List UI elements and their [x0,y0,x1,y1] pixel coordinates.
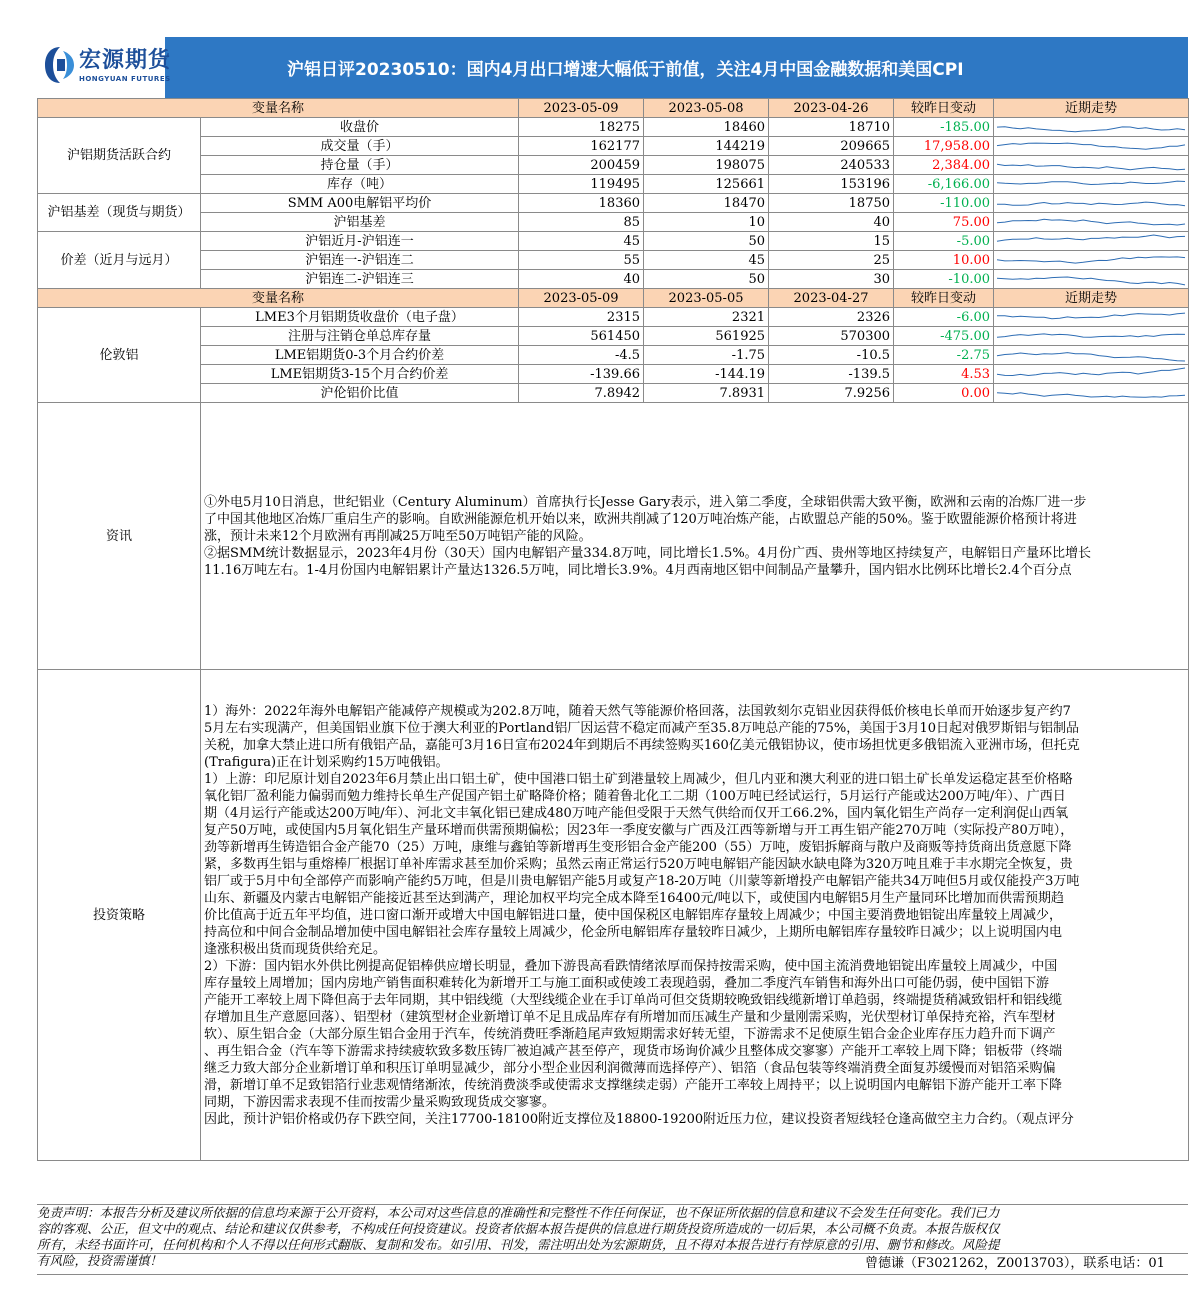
header-cell: 近期走势 [994,99,1189,118]
header-cell: 近期走势 [994,289,1189,308]
header-cell: 较昨日变动 [894,99,994,118]
value-cell: 10 [644,213,769,232]
row-label: 沪铝连一-沪铝连二 [201,251,519,270]
strategy-line: 因此，预计沪铝价格或仍存下跌空间，关注17700-18100附近支撑位及18800-19200附近压力位，建议投资者短线轻仓逢高做空主力合约。（观点评分 [204,1111,1074,1127]
value-cell: 240533 [769,156,894,175]
value-cell: 85 [519,213,644,232]
value-cell: 561450 [519,327,644,346]
value-cell: 25 [769,251,894,270]
news-line: ①外电5月10日消息，世纪铝业（Century Aluminum）首席执行长Jesse Gary表示，进入第二季度，全球铝供需大致平衡，欧洲和云南的冶炼厂进一步 [204,494,1087,510]
row-label: 收盘价 [201,118,519,137]
data-table [37,98,1189,1161]
company-logo [37,37,172,98]
strategy-line: 氧化铝厂盈利能力偏弱而勉力维持长单生产促国产铝土矿略降价格；随着鲁北化工二期（100万吨已经试运行，5月运行产能或达200万吨/年）、广西日 [204,788,1066,804]
value-cell: 18470 [644,194,769,213]
value-cell: 144219 [644,137,769,156]
header-cell: 2023-05-09 [519,289,644,308]
value-cell: 18750 [769,194,894,213]
sparkline-path [997,235,1185,241]
row-label: 沪铝连二-沪铝连三 [201,270,519,289]
header-cell: 较昨日变动 [894,289,994,308]
sparkline-path [997,313,1185,319]
disclaimer-line: 所有，未经书面许可，任何机构和个人不得以任何形式翻版、复制和发布。如引用、刊发，需注明出处为宏源期货，且不得对本报告进行有悖原意的引用、删节和修改。风险提 [37,1237,1000,1252]
strategy-line: 滑，新增订单不足致铝箔行业悲观情绪渐浓，传统消费淡季或使需求支撑继续走弱）产能开工率较上周持平；以上说明国内电解铝下游产能开工率下降 [204,1077,1063,1093]
sparkline-cell [994,232,1189,251]
header-cell: 2023-04-27 [769,289,894,308]
row-label: LME铝期货3-15个月合约价差 [201,365,519,384]
sparkline [997,251,1185,269]
value-cell: 125661 [644,175,769,194]
change-cell: -6,166.00 [894,175,994,194]
change-cell: -110.00 [894,194,994,213]
row-label: 沪伦铝价比值 [201,384,519,403]
value-cell: -1.75 [644,346,769,365]
disclaimer-line: 免责声明：本报告分析及建议所依据的信息均来源于公开资料，本公司对这些信息的准确性和完整性不作任何保证，也不保证所依据的信息和建议不会发生任何变化。我们已力 [37,1205,1000,1220]
footer [37,1253,1188,1275]
strategy-line: 价比值高于近五年平均值，进口窗口渐开或增大中国电解铝进口量，使中国保税区电解铝库存量较上周减少；中国主要消费地铝锭出库量较上周减少， [204,907,1063,923]
row-label: 库存（吨） [201,175,519,194]
sparkline-cell [994,175,1189,194]
change-cell: -6.00 [894,308,994,327]
table-row [38,270,1189,289]
sparkline-path [997,393,1185,398]
sparkline [997,308,1185,326]
group-label: 价差（近月与远月） [38,232,201,289]
sparkline-cell [994,156,1189,175]
row-label: LME铝期货0-3个月合约价差 [201,346,519,365]
value-cell: 119495 [519,175,644,194]
news-line: ②据SMM统计数据显示，2023年4月份（30天）国内电解铝产量334.8万吨，同比增长1.5%。4月份广西、贵州等地区持续复产，电解铝日产量环比增长 [204,545,1091,561]
sparkline-path [997,202,1185,206]
strategy-line: 产能开工率较上周下降但高于去年同期，其中铝线缆（大型线缆企业在手订单尚可但交货期较晚致铝线缆新增订单趋弱，终端提货稍减致铝杆和铝线缆 [204,992,1063,1008]
sparkline-path [997,127,1185,132]
sparkline-path [997,353,1185,361]
header-cell: 2023-05-09 [519,99,644,118]
value-cell: 18710 [769,118,894,137]
report-title: 沪铝日评20230510：国内4月出口增速大幅低于前值，关注4月中国金融数据和美国CPI [287,60,964,80]
row-label: SMM A00电解铝平均价 [201,194,519,213]
change-cell: -10.00 [894,270,994,289]
table-row [38,137,1189,156]
value-cell: -139.66 [519,365,644,384]
strategy-line: 1）上游：印尼原计划自2023年6月禁止出口铝土矿，使中国港口铝土矿到港量较上周减少，但几内亚和澳大利亚的进口铝土矿长单发运稳定甚至价格略 [204,771,1073,787]
sparkline [997,213,1185,231]
strategy-line: 软）、原生铝合金（大部分原生铝合金用于汽车，传统消费旺季渐趋尾声致短期需求好转无望，下游需求不足使原生铝合金企业库存压力趋升而下调产 [204,1026,1056,1042]
table-row [38,384,1189,403]
logo-text-cn: 宏源期货 [79,48,172,73]
change-cell: 4.53 [894,365,994,384]
value-cell: 40 [769,213,894,232]
change-cell: -475.00 [894,327,994,346]
strategy-line: 紧，多数再生铝与重熔棒厂根据订单补库需求甚至加价采购；虽然云南正常运行520万吨电解铝产能因缺水缺电降为320万吨且难于丰水期完全恢复，贵 [204,856,1073,872]
row-label: 沪铝近月-沪铝连一 [201,232,519,251]
strategy-line: 持高位和中间合金制品增加使中国电解铝社会库存量较上周减少，伦金所电解铝库存量较昨日减少，上期所电解铝库存量较昨日减少；以上说明国内电 [204,924,1063,940]
row-label: 沪铝基差 [201,213,519,232]
table-row [38,327,1189,346]
strategy-line: 复产50万吨，或使国内5月氧化铝生产量环增而供需预期偏松；因23年一季度安徽与广西及江西等新增与开工再生铝产能270万吨（实际投产80万吨）， [204,822,1074,838]
table-header-row [38,99,1189,118]
strategy-line: 存增加且生产意愿回落）、铝型材（建筑型材企业新增订单不足且成品库存有所增加而压减生产量和少量刚需采购，光伏型材订单保持充裕，汽车型材 [204,1009,1056,1025]
sparkline-cell [994,137,1189,156]
sparkline-path [997,257,1185,263]
change-cell: 10.00 [894,251,994,270]
sparkline-path [997,181,1185,184]
sparkline [997,232,1185,250]
group-label: 伦敦铝 [38,308,201,403]
value-cell: 153196 [769,175,894,194]
value-cell: 18275 [519,118,644,137]
change-cell: -185.00 [894,118,994,137]
value-cell: 45 [519,232,644,251]
strategy-line: 铝厂或于5月中旬全部停产而影响产能约5万吨，但是川贵电解铝产能5月或复产18-20万吨（川蒙等新增投产电解铝产能共34万吨但5月或仅能投产3万吨 [204,873,1080,889]
logo-text-en: HONGYUAN FUTURES [79,75,171,83]
sparkline-path [997,164,1185,170]
value-cell: 200459 [519,156,644,175]
sparkline-cell [994,365,1189,384]
sparkline [997,270,1185,288]
sparkline-cell [994,270,1189,289]
change-cell: 0.00 [894,384,994,403]
strategy-line: 同期，下游因需求表现不佳而按需少量采购致现货成交寥寥。 [204,1094,556,1110]
strategy-line: 关税，加拿大禁止进口所有俄铝产品，嘉能可3月16日宣布2024年到期后不再续签购买160亿美元俄铝协议，使市场担忧更多俄铝流入亚洲市场，但托克 [204,737,1080,753]
sparkline-path [997,277,1185,285]
value-cell: 55 [519,251,644,270]
value-cell: 570300 [769,327,894,346]
header-cell: 2023-04-26 [769,99,894,118]
table-header-row [38,289,1189,308]
table-row [38,365,1189,384]
row-label: 成交量（手） [201,137,519,156]
strategy-line: 库存量较上周增加；国内房地产销售面积难转化为新增开工与施工面积或使竣工表现趋弱，叠加二季度汽车销售和海外出口可能仍弱，使中国铝下游 [204,975,1050,991]
strategy-line: 期（4月运行产能或达200万吨/年）、河北文丰氧化铝已建成480万吨产能但受限于天然气供给而仅开工66.2%，国内氧化铝生产尚存一定利润促山西氧 [204,805,1069,821]
value-cell: 30 [769,270,894,289]
value-cell: 2315 [519,308,644,327]
logo-icon [43,45,77,85]
strategy-row [38,670,1189,1161]
value-cell: 2321 [644,308,769,327]
news-label: 资讯 [38,403,201,670]
strategy-line: 山东、新疆及内蒙古电解铝产能接近甚至达到满产，理论加权平均完全成本降至16400元/吨以下，或使国内电解铝5月生产量同环比增加而供需预期趋 [204,890,1065,906]
author-contact: 曾德谦（F3021262，Z0013703），联系电话：01 [865,1256,1165,1271]
value-cell: -144.19 [644,365,769,384]
change-cell: -5.00 [894,232,994,251]
strategy-line: (Trafigura)正在计划采购约15万吨俄铝。 [204,754,449,770]
header-cell: 变量名称 [38,99,519,118]
value-cell: 50 [644,232,769,251]
value-cell: 209665 [769,137,894,156]
table-row [38,251,1189,270]
value-cell: 18460 [644,118,769,137]
news-line: 了中国其他地区冶炼厂重启生产的影响。自欧洲能源危机开始以来，欧洲共削减了120万吨冶炼产能，占欧盟总产能的50%。鉴于欧盟能源价格预计将进 [204,511,1077,527]
strategy-text [201,670,1189,1161]
strategy-line: 、再生铝合金（汽车等下游需求持续疲软致多数压铸厂被迫减产甚至停产，现货市场询价减少且整体成交寥寥）产能开工率较上周下降；铝板带（终端 [204,1043,1063,1059]
report-header [37,37,1188,98]
sparkline-cell [994,308,1189,327]
sparkline [997,156,1185,174]
value-cell: 40 [519,270,644,289]
table-row [38,232,1189,251]
news-text [201,403,1189,670]
header-cell: 变量名称 [38,289,519,308]
value-cell: 7.8931 [644,384,769,403]
table-row [38,308,1189,327]
value-cell: 45 [644,251,769,270]
change-cell: 75.00 [894,213,994,232]
sparkline-path [997,334,1185,337]
sparkline [997,384,1185,402]
header-cell: 2023-05-05 [644,289,769,308]
row-label: LME3个月铝期货收盘价（电子盘） [201,308,519,327]
sparkline [997,175,1185,193]
change-cell: 2,384.00 [894,156,994,175]
table-row [38,156,1189,175]
news-line: 涨，预计未来12个月欧洲有再削减25万吨至50万吨铝产能的风险。 [204,528,592,544]
sparkline [997,137,1185,155]
sparkline [997,327,1185,345]
sparkline [997,118,1185,136]
row-label: 注册与注销仓单总库存量 [201,327,519,346]
sparkline [997,365,1185,383]
report-page [37,37,1188,1277]
value-cell: -10.5 [769,346,894,365]
sparkline-path [997,143,1185,149]
value-cell: 15 [769,232,894,251]
table-row [38,213,1189,232]
table-row [38,118,1189,137]
value-cell: 162177 [519,137,644,156]
table-row [38,346,1189,365]
strategy-line: 逢涨积极出货而现货供给充足。 [204,941,387,957]
disclaimer-line: 容的客观、公正，但文中的观点、结论和建议仅供参考，不构成任何投资建议。投资者依据本报告提供的信息进行期货投资所造成的一切后果，本公司概不负责。本报告版权仅 [37,1221,1000,1236]
sparkline-cell [994,194,1189,213]
value-cell: -4.5 [519,346,644,365]
table-row [38,194,1189,213]
value-cell: 50 [644,270,769,289]
value-cell: 18360 [519,194,644,213]
sparkline-cell [994,327,1189,346]
sparkline-path [997,368,1185,376]
disclaimer-line: 有风险，投资需谨慎！ [37,1253,163,1268]
sparkline [997,194,1185,212]
sparkline [997,346,1185,364]
change-cell: 17,958.00 [894,137,994,156]
news-row [38,403,1189,670]
group-label: 沪铝期货活跃合约 [38,118,201,194]
value-cell: 7.8942 [519,384,644,403]
value-cell: 7.9256 [769,384,894,403]
value-cell: 198075 [644,156,769,175]
sparkline-cell [994,118,1189,137]
header-cell: 2023-05-08 [644,99,769,118]
value-cell: -139.5 [769,365,894,384]
news-line: 11.16万吨左右。1-4月份国内电解铝累计产量达1326.5万吨，同比增长3.9%。4月西南地区铝中间制品产量攀升，国内铝水比例环比增长2.4个百分点 [204,562,1072,578]
strategy-line: 2）下游：国内铝水外供比例提高促铝棒供应增长明显，叠加下游畏高看跌情绪浓厚而保持按需采购，使中国主流消费地铝锭出库量较上周减少，中国 [204,958,1058,974]
change-cell: -2.75 [894,346,994,365]
strategy-line: 5月左右实现满产，但美国铝业旗下位于澳大利亚的Portland铝厂因运营不稳定而减产至35.8万吨总产能的75%，美国于3月10日起对俄罗斯铝与铝制品 [204,720,1080,736]
sparkline-cell [994,346,1189,365]
sparkline-cell [994,213,1189,232]
sparkline-cell [994,251,1189,270]
strategy-label: 投资策略 [38,670,201,1161]
sparkline-path [997,219,1185,225]
group-label: 沪铝基差（现货与期货） [38,194,201,232]
table-row [38,175,1189,194]
strategy-line: 劲等新增再生铸造铝合金产能70（25）万吨，康维与鑫铂等新增再生变形铝合金产能200（55）万吨，废铝拆解商与散户及商贩等持货商出货意愿下降 [204,839,1072,855]
row-label: 持仓量（手） [201,156,519,175]
sparkline-cell [994,384,1189,403]
value-cell: 561925 [644,327,769,346]
value-cell: 2326 [769,308,894,327]
strategy-line: 继乏力致大部分企业新增订单和积压订单明显减少，部分小型企业因利润微薄而选择停产）、铝箔（食品包装等终端消费全面复苏缓慢而对铝箔采购偏 [204,1060,1056,1076]
strategy-line: 1）海外：2022年海外电解铝产能减停产规模或为202.8万吨，随着天然气等能源价格回落，法国敦刻尔克铝业因获得低价核电长单而开始逐步复产约7 [204,703,1071,719]
